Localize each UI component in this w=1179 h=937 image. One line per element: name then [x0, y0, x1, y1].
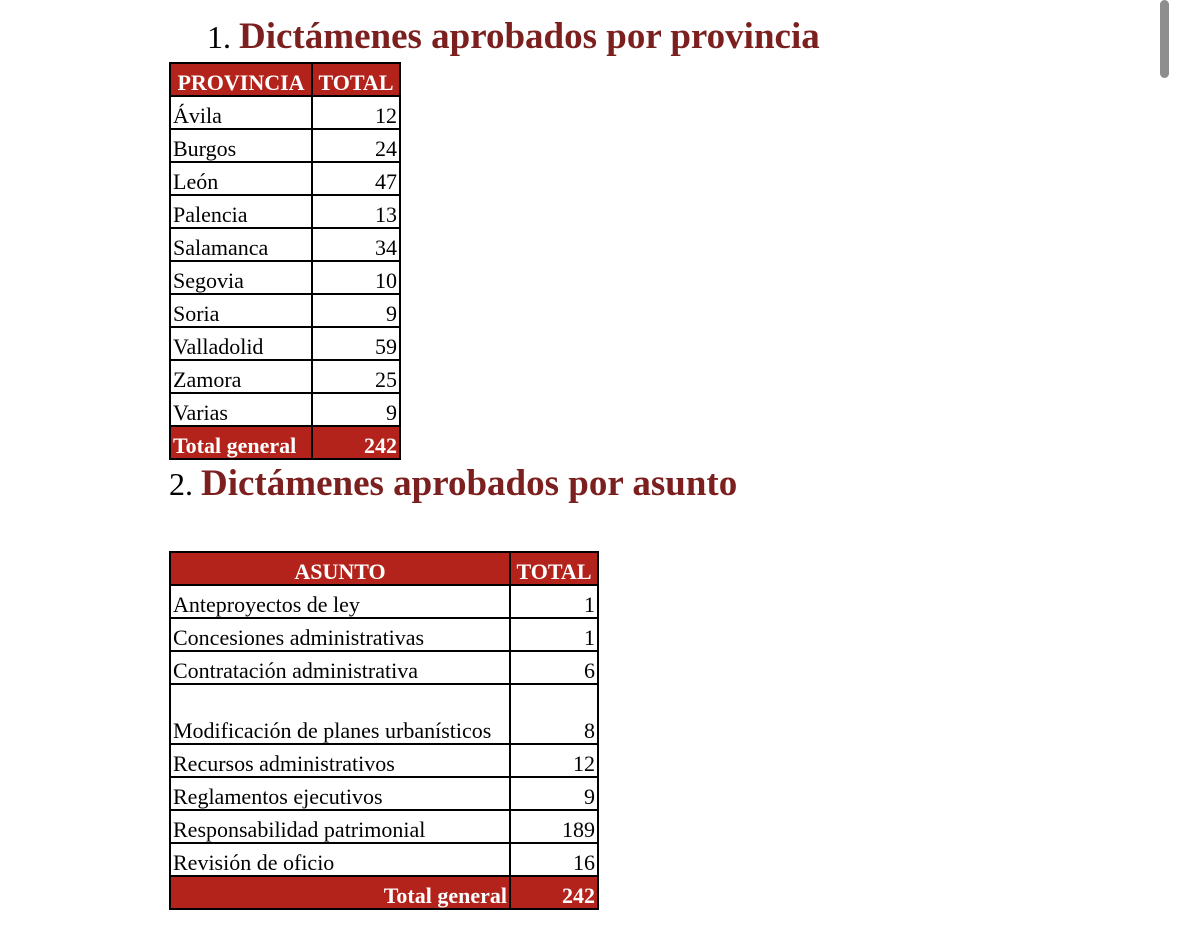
row-total: 12 [510, 744, 598, 777]
table-row [170, 684, 598, 744]
row-label: Concesiones administrativas [170, 618, 510, 651]
row-total: 8 [510, 684, 598, 744]
table-row [170, 585, 598, 618]
column-header-asunto: ASUNTO [170, 552, 510, 585]
vertical-scrollbar[interactable] [1160, 0, 1169, 78]
row-label: Responsabilidad patrimonial [170, 810, 510, 843]
section-1-number: 1. [207, 19, 231, 55]
table-row [170, 360, 400, 393]
row-label: Burgos [170, 129, 312, 162]
total-value: 242 [510, 876, 598, 909]
section-1-heading [207, 18, 820, 55]
table-row [170, 777, 598, 810]
row-total: 16 [510, 843, 598, 876]
section-2-title: Dictámenes aprobados por asunto [201, 463, 738, 504]
row-label: Soria [170, 294, 312, 327]
section-2-heading [169, 465, 737, 502]
column-header-total: TOTAL [312, 63, 400, 96]
row-label: Varias [170, 393, 312, 426]
row-total: 9 [312, 294, 400, 327]
asunto-table [169, 551, 599, 910]
section-1-title: Dictámenes aprobados por provincia [239, 16, 820, 57]
total-row [170, 426, 400, 459]
row-label: Recursos administrativos [170, 744, 510, 777]
row-label: Valladolid [170, 327, 312, 360]
row-total: 12 [312, 96, 400, 129]
row-label: Salamanca [170, 228, 312, 261]
total-label: Total general [170, 876, 510, 909]
table-row [170, 327, 400, 360]
table-row [170, 195, 400, 228]
table-row [170, 810, 598, 843]
row-label: Reglamentos ejecutivos [170, 777, 510, 810]
row-label: Contratación administrativa [170, 651, 510, 684]
table-row [170, 294, 400, 327]
table-header-row [170, 552, 598, 585]
row-total: 34 [312, 228, 400, 261]
row-label: León [170, 162, 312, 195]
column-header-total: TOTAL [510, 552, 598, 585]
table-row [170, 261, 400, 294]
table-row [170, 96, 400, 129]
row-total: 9 [510, 777, 598, 810]
row-label: Segovia [170, 261, 312, 294]
row-label: Modificación de planes urbanísticos [170, 684, 510, 744]
row-total: 13 [312, 195, 400, 228]
row-label: Revisión de oficio [170, 843, 510, 876]
row-total: 25 [312, 360, 400, 393]
total-row [170, 876, 598, 909]
table-row [170, 228, 400, 261]
row-total: 59 [312, 327, 400, 360]
row-total: 189 [510, 810, 598, 843]
row-label: Ávila [170, 96, 312, 129]
provincia-table [169, 62, 401, 460]
section-2-number: 2. [169, 466, 193, 502]
row-total: 9 [312, 393, 400, 426]
column-header-provincia: PROVINCIA [170, 63, 312, 96]
total-value: 242 [312, 426, 400, 459]
table-row [170, 651, 598, 684]
table-header-row [170, 63, 400, 96]
row-total: 1 [510, 618, 598, 651]
table-row [170, 129, 400, 162]
table-row [170, 744, 598, 777]
total-label: Total general [170, 426, 312, 459]
row-label: Palencia [170, 195, 312, 228]
row-total: 1 [510, 585, 598, 618]
row-label: Zamora [170, 360, 312, 393]
row-label: Anteproyectos de ley [170, 585, 510, 618]
row-total: 10 [312, 261, 400, 294]
row-total: 6 [510, 651, 598, 684]
table-row [170, 393, 400, 426]
row-total: 24 [312, 129, 400, 162]
row-total: 47 [312, 162, 400, 195]
table-row [170, 162, 400, 195]
table-row [170, 618, 598, 651]
table-row [170, 843, 598, 876]
